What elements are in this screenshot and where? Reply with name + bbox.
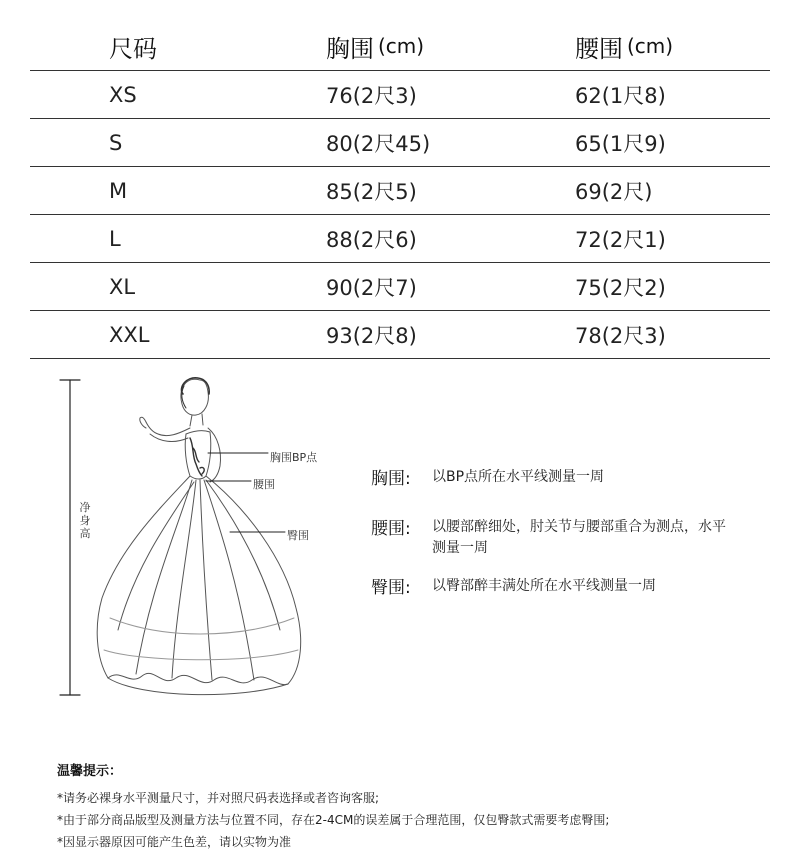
bust-cell: 90(2尺7) [326, 275, 417, 300]
size-cell: M [109, 178, 128, 203]
tip-line: *请务必裸身水平测量尺寸，并对照尺码表选择或者咨询客服; [57, 791, 380, 805]
waist-cell: 69(2尺) [575, 179, 653, 204]
bust-cell: 85(2尺5) [326, 179, 417, 204]
table-row [30, 119, 770, 167]
table-row [30, 71, 770, 119]
header-size: 尺码 [109, 34, 157, 63]
size-cell: L [109, 226, 121, 251]
note-term: 胸围: [371, 469, 411, 489]
hip-label: 臀围 [287, 529, 309, 542]
header-waist-label: 腰围 [575, 34, 623, 63]
header-waist [575, 22, 673, 70]
table-row [30, 311, 770, 359]
gown-measurement-illustration [50, 368, 340, 708]
bust-cell: 93(2尺8) [326, 323, 417, 348]
bust-point-label: 胸围BP点 [270, 451, 318, 464]
tips-title: 温馨提示： [57, 764, 123, 779]
table-row [30, 167, 770, 215]
header-bust-label: 胸围 [326, 34, 374, 63]
note-desc: 以臀部醉丰满处所在水平线测量一周 [432, 578, 656, 594]
note-desc: 以腰部醉细处，肘关节与腰部重合为测点，水平测量一周 [432, 519, 726, 556]
table-row [30, 215, 770, 263]
height-label: 净身高 [79, 501, 91, 540]
size-chart-table [30, 22, 770, 359]
waist-label: 腰围 [253, 478, 275, 491]
note-desc: 以BP点所在水平线测量一周 [432, 469, 605, 485]
height-ruler-icon [60, 380, 80, 695]
waist-cell: 78(2尺3) [575, 323, 666, 348]
table-header [30, 22, 770, 71]
size-cell: XS [109, 82, 137, 107]
note-term: 腰围: [371, 519, 411, 539]
size-cell: XXL [109, 322, 150, 347]
header-bust-unit: (cm) [378, 34, 425, 58]
waist-cell: 65(1尺9) [575, 131, 666, 156]
waist-cell: 75(2尺2) [575, 275, 666, 300]
table-row [30, 263, 770, 311]
tip-line: *由于部分商品版型及测量方法与位置不同，存在2-4CM的误差属于合理范围，仅包臀款式需要考虑臀围; [57, 813, 610, 827]
bust-cell: 76(2尺3) [326, 83, 417, 108]
header-bust [326, 22, 424, 70]
waist-cell: 62(1尺8) [575, 83, 666, 108]
size-cell: S [109, 130, 123, 155]
tip-line: *因显示器原因可能产生色差，请以实物为准 [57, 835, 292, 849]
bust-cell: 88(2尺6) [326, 227, 417, 252]
note-term: 臀围: [371, 578, 411, 598]
tips-section [57, 760, 777, 853]
size-cell: XL [109, 274, 136, 299]
header-waist-unit: (cm) [627, 34, 674, 58]
bust-cell: 80(2尺45) [326, 131, 431, 156]
waist-cell: 72(2尺1) [575, 227, 666, 252]
